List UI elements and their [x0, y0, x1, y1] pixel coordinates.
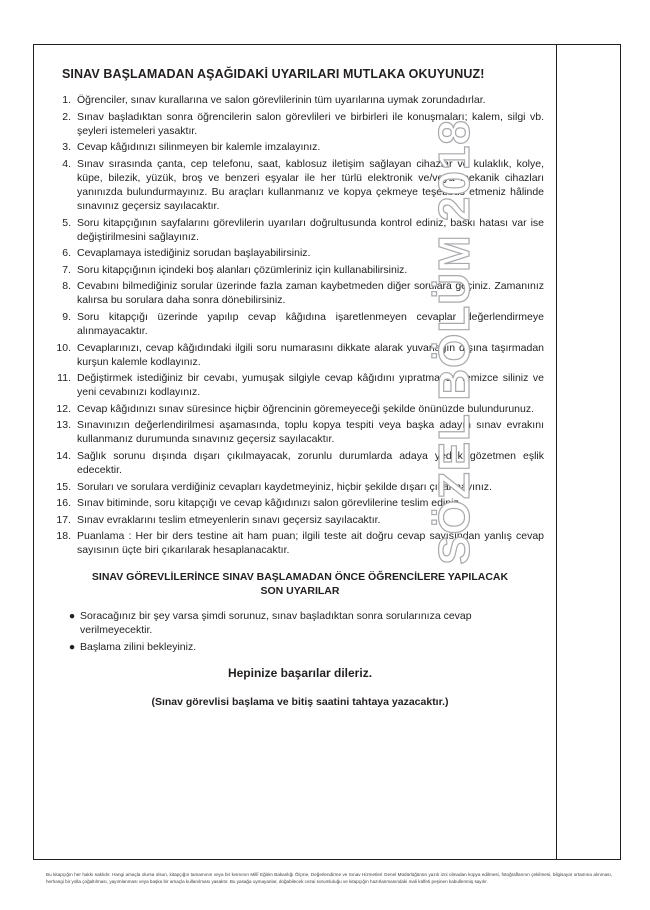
- side-band: [430, 45, 620, 859]
- rule-text: Sağlık sorunu dışında dışarı çıkılmayacak, zorunlu durumlarda adaya yedek gözetmen eşlik edecektir.: [77, 449, 544, 476]
- rule-number: 4.: [62, 157, 71, 170]
- list-item: [56, 93, 544, 107]
- rule-text: Cevaplarınızı, cevap kâğıdındaki ilgili soru numarasını dikkate alarak yuvarlağın dışına taşırmadan kurşun kalemle kodlayınız.: [77, 341, 544, 368]
- rule-text: Değiştirmek istediğiniz bir cevabı, yumuşak silgiyle cevap kâğıdını yıpratmadan temizce siliniz ve yeni cevabınızı kodlayınız.: [77, 372, 544, 399]
- rule-number: 16.: [56, 497, 71, 510]
- rule-number: 1.: [62, 94, 71, 106]
- section-subtitle: SINAV GÖREVLİLERİNCE SINAV BAŞLAMADAN ÖNCE ÖĞRENCİLERE YAPILACAK SON UYARILAR: [91, 571, 509, 598]
- rule-text: Sınav evraklarını teslim etmeyenlerin sınavı geçersiz sayılacaktır.: [77, 513, 381, 526]
- rule-number: 12.: [56, 402, 71, 415]
- list-item: [64, 609, 544, 637]
- rule-number: 15.: [56, 480, 71, 493]
- rule-text: Soru kitapçığı üzerinde yapılıp cevap kâğıdına işaretlenmeyen cevaplar değerlendirmeye alınmayacaktır.: [77, 310, 544, 337]
- rule-text: Öğrenciler, sınav kurallarına ve salon görevlilerinin tüm uyarılarına uymak zorundadırlar.: [77, 94, 486, 106]
- final-warnings-list: [64, 609, 544, 654]
- rule-text: Cevap kâğıdınızı silinmeyen bir kalemle imzalayınız.: [77, 141, 321, 154]
- rule-number: 9.: [62, 310, 71, 323]
- rule-number: 3.: [62, 141, 71, 154]
- rule-text: Cevap kâğıdınızı sınav süresince hiçbir öğrencinin göremeyeceği şekilde önünüzde bulundurunuz.: [77, 402, 535, 415]
- rule-number: 13.: [56, 419, 71, 432]
- good-luck-message: Hepinize başarılar dileriz.: [227, 665, 373, 680]
- rule-number: 14.: [56, 449, 71, 462]
- rule-number: 18.: [56, 530, 71, 543]
- rule-number: 5.: [62, 216, 71, 229]
- proctor-note: (Sınav görevlisi başlama ve bitiş saatini tahtaya yazacaktır.): [151, 695, 449, 708]
- copyright-notice: Bu kitapçığın her hakkı saklıdır. Hangi amaçla olursa olsun, kitapçığın tamamının veya bir kısmının Millî Eğitim Bakanlığı Ölçme, Değerlendirme ve Sınav Hizmetleri Genel Müdürlüğünün yazılı izni olmadan kopya edilmesi, fotoğraflarının çekilmesi, bilgisayar ortamına alınması, herhangi bir yolla çoğaltılması, yayımlanması veya başka bir amaçla kullanılması yasaktır. Bu yasağa uymayanlar, doğabilecek cezai sorumluluğu ve kitapçığın hazırlanmasındaki mali külfeti peşinen kabullenmiş sayılır.: [46, 872, 612, 884]
- rule-text: Sınav bitiminde, soru kitapçığı ve cevap kâğıdınızı salon görevlilerine teslim ediniz.: [77, 497, 462, 510]
- page-title: SINAV BAŞLAMADAN AŞAĞIDAKİ UYARILARI MUTLAKA OKUYUNUZ!: [62, 67, 485, 81]
- bullet-icon: ●: [68, 609, 76, 622]
- rule-number: 11.: [57, 372, 71, 385]
- rule-text: Cevabını bilmediğiniz sorular üzerinde fazla zaman kaybetmeden diğer sorulara geçiniz. Zamanınız kalırsa bu sorulara daha sonra dönebilirsiniz.: [77, 280, 544, 307]
- bullet-text: Soracağınız bir şey varsa şimdi sorunuz, sınav başladıktan sonra sorularınıza cevap verilmeyecektir.: [80, 609, 472, 636]
- rule-text: Puanlama : Her bir ders testine ait ham puan; ilgili teste ait doğru cevap sayısından yanlış cevap sayısının üçte biri çıkarılarak hesaplanacaktır.: [77, 530, 544, 557]
- list-item: [64, 640, 544, 654]
- rule-number: 17.: [56, 513, 71, 526]
- rule-number: 10.: [56, 341, 71, 354]
- rule-number: 7.: [62, 263, 71, 276]
- rule-text: Sınav sırasında çanta, cep telefonu, saat, kablosuz iletişim sağlayan cihazlar ve kulaklık, kolye, küpe, bilezik, yüzük, broş ve benzeri eşyalar ile her türlü elektronik ve/veya mekanik cihazları yanınızda bulundurmayınız. Bu araçları kullanmanız ve kopya çekmeye teşebbüs etmeniz hâlinde sınavınız geçersiz sayılacaktır.: [77, 157, 544, 212]
- bullet-icon: ●: [68, 640, 76, 653]
- bullet-text: Başlama zilini bekleyiniz.: [80, 640, 197, 653]
- section-vertical-title: SÖZEL BÖLÜM 2018: [430, 119, 480, 565]
- rule-number: 6.: [62, 247, 71, 260]
- rule-text: Soru kitapçığının içindeki boş alanları çözümleriniz için kullanabilirsiniz.: [77, 263, 408, 276]
- rule-number: 2.: [62, 110, 71, 123]
- rule-text: Cevaplamaya istediğiniz sorudan başlayabilirsiniz.: [77, 247, 311, 260]
- rule-number: 8.: [62, 280, 71, 293]
- rule-text: Sınav başladıktan sonra öğrencilerin salon görevlileri ve birbirleri ile konuşmaları; kalem, silgi vb. şeyleri istemeleri yasaktır.: [77, 110, 544, 137]
- rule-text: Soruları ve sorulara verdiğiniz cevapları kaydetmeyiniz, hiçbir şekilde dışarı çıkarmayınız.: [77, 480, 492, 493]
- content-frame: [33, 44, 621, 860]
- rule-text: Sınavınızın değerlendirilmesi aşamasında, toplu kopya tespiti veya başka adayın sınav evrakını kullanmanız durumunda sınavınız geçersiz sayılacaktır.: [77, 419, 544, 446]
- rule-text: Soru kitapçığının sayfalarını görevlilerin uyarıları doğrultusunda kontrol ediniz, baskı hatası var ise değiştirilmesini sağlayınız.: [77, 216, 544, 243]
